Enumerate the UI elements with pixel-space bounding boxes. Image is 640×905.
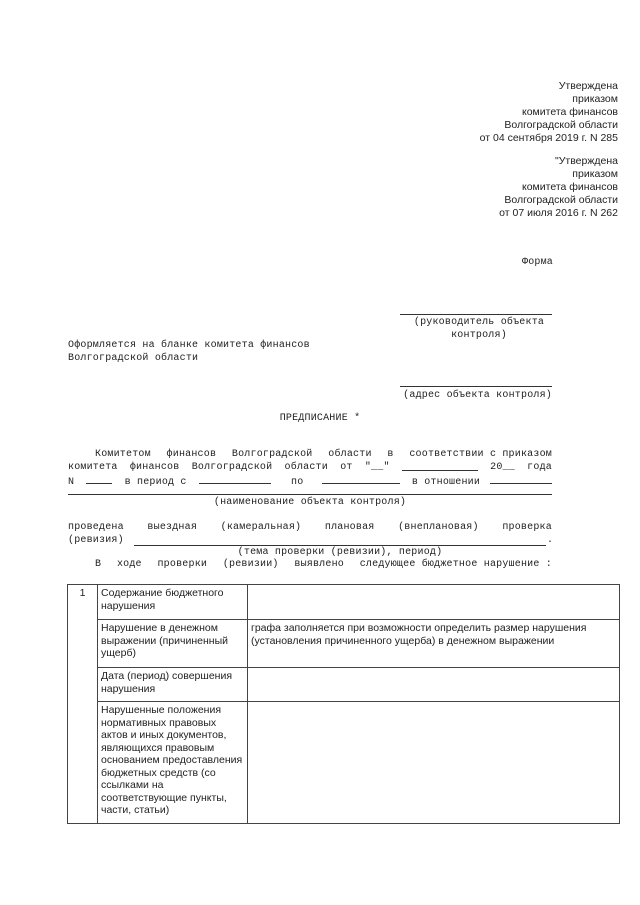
approval-block-2019: [480, 80, 618, 145]
period-to-blank[interactable]: [322, 474, 400, 484]
text-word: (внеплановая): [398, 522, 479, 533]
text-word: следующее бюджетное нарушение :: [359, 559, 552, 570]
text-word: области: [328, 449, 372, 460]
approval-line: Волгоградской области: [504, 194, 618, 206]
text-word: финансов: [129, 462, 180, 473]
row-value[interactable]: [248, 585, 620, 620]
period-mark: .: [547, 535, 554, 546]
violation-number: 1: [68, 585, 98, 824]
month-blank[interactable]: [402, 461, 478, 471]
text-word: выявлено: [294, 559, 344, 570]
text-word: проверки: [157, 559, 208, 570]
approval-line: Волгоградской области: [504, 119, 618, 131]
text-word: комитета: [68, 462, 118, 473]
text-word: Волгоградской: [231, 449, 313, 460]
document-title: ПРЕДПИСАНИЕ *: [279, 413, 361, 424]
text-word: выездная: [147, 522, 198, 533]
text-word: проверка: [502, 522, 552, 533]
row-value[interactable]: [248, 668, 620, 702]
revision-label: (ревизия): [68, 535, 124, 546]
row-label: Дата (период) совершения нарушения: [98, 668, 248, 702]
approval-line: комитета финансов: [522, 181, 618, 193]
regarding-blank[interactable]: [490, 474, 552, 484]
row-label: Нарушение в денежном выражении (причиненный ущерб): [98, 620, 248, 668]
order-number-blank[interactable]: [86, 474, 112, 484]
approval-line: от 07 июля 2016 г. N 262: [499, 207, 618, 219]
text-word: финансов: [166, 449, 217, 460]
letterhead-note-line: Волгоградской области: [68, 353, 199, 364]
address-line: [400, 386, 552, 387]
row-value[interactable]: графа заполняется при возможности определить размер нарушения (установления причиненного ущерба) в денежном выражении: [248, 620, 620, 668]
head-caption: [404, 316, 554, 342]
inspection-line-1: [68, 521, 552, 534]
year-field: 20__: [490, 462, 515, 473]
table-row: [68, 585, 620, 620]
text-word: года: [527, 462, 552, 473]
approval-line: от 04 сентября 2019 г. N 285: [479, 132, 618, 144]
regarding-label: в отношении: [411, 477, 481, 488]
period-to-label: по: [291, 477, 304, 488]
found-line: [95, 558, 552, 571]
text-word: Волгоградской: [191, 462, 273, 473]
text-word: (ревизии): [222, 559, 279, 570]
table-row: [68, 668, 620, 702]
paragraph-line-3: [68, 474, 552, 489]
text-word: Комитетом: [95, 449, 151, 460]
topic-caption: (тема проверки (ревизии), период): [237, 547, 443, 558]
text-word: плановая: [324, 522, 375, 533]
form-label: Форма: [522, 257, 554, 268]
letterhead-note-line: Оформляется на бланке комитета финансов: [68, 340, 310, 351]
number-label: N: [68, 477, 75, 488]
row-label: Нарушенные положения нормативных правовых актов и иных документов, являющихся правовым основанием предоставления бюджетных средств (со ссылками на соответствующие пункты, части, статьи): [98, 702, 248, 824]
text-word: проведена: [68, 522, 124, 533]
text-word: В: [95, 559, 102, 570]
text-word: "__": [364, 462, 390, 473]
head-signature-line: [400, 314, 552, 315]
text-word: от: [340, 462, 353, 473]
row-label: Содержание бюджетного нарушения: [98, 585, 248, 620]
object-name-line[interactable]: [68, 494, 552, 495]
approval-line: приказом: [572, 93, 618, 105]
inspection-line-2: [68, 534, 124, 547]
object-name-caption: (наименование объекта контроля): [213, 497, 407, 508]
address-caption: (адрес объекта контроля): [403, 390, 552, 401]
table-row: [68, 702, 620, 824]
approval-line: комитета финансов: [522, 106, 618, 118]
letterhead-note: [68, 339, 310, 365]
paragraph-line-2: [68, 461, 552, 474]
text-word: в: [387, 449, 394, 460]
approval-line: "Утверждена: [555, 155, 618, 167]
approval-line: приказом: [572, 168, 618, 180]
row-value[interactable]: [248, 702, 620, 824]
approval-line: Утверждена: [558, 80, 618, 92]
period-label: в период с: [124, 477, 187, 488]
head-caption-line: (руководитель объекта: [413, 317, 545, 328]
text-word: (камеральная): [220, 522, 302, 533]
paragraph-line-1: [95, 448, 552, 461]
text-word: соответствии с приказом: [409, 449, 552, 460]
approval-block-2016: [499, 155, 618, 220]
period-from-blank[interactable]: [199, 474, 271, 484]
text-word: ходе: [116, 559, 142, 570]
text-word: области: [284, 462, 328, 473]
violation-table: [67, 584, 620, 824]
head-caption-line: контроля): [451, 330, 507, 341]
table-row: [68, 620, 620, 668]
